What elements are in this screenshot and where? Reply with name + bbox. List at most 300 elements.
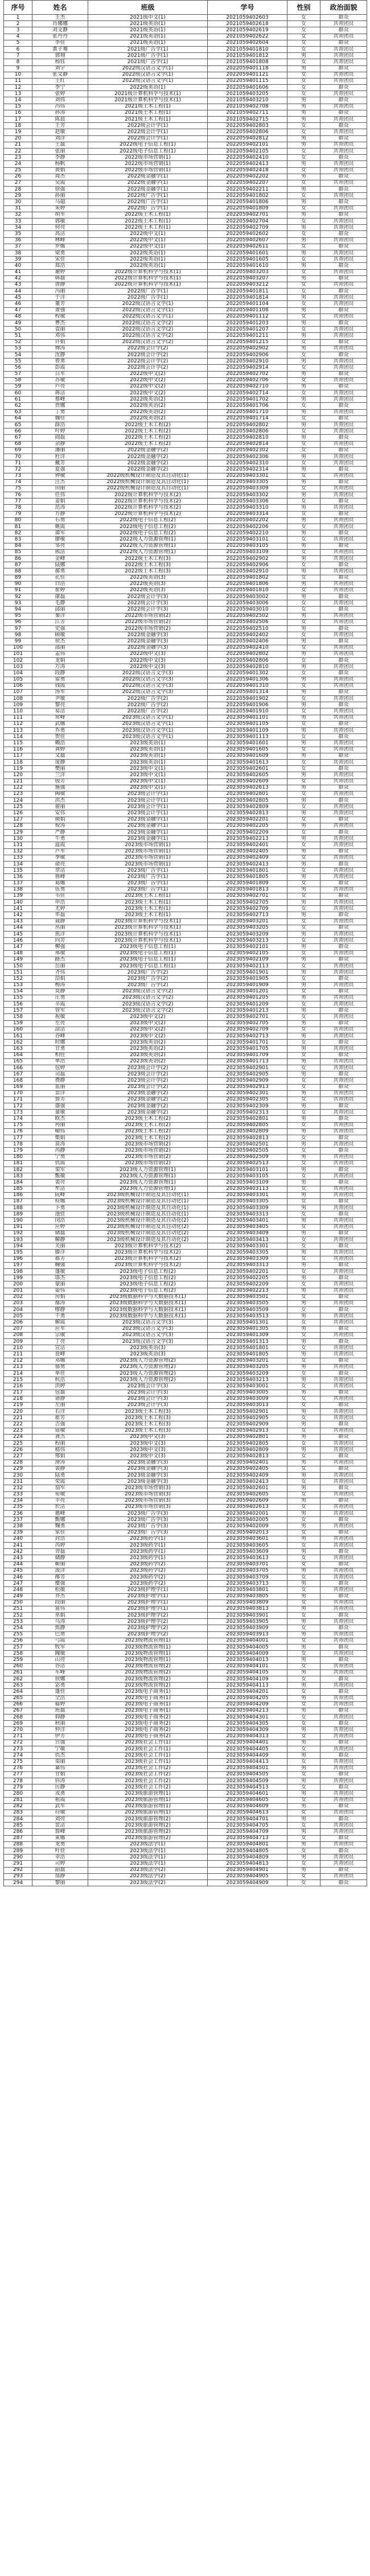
cell-gender: 男 — [287, 1103, 320, 1110]
cell-index: 252 — [4, 1613, 32, 1619]
table-row — [4, 263, 367, 269]
cell-student-id: 2022059402806 — [208, 129, 287, 135]
cell-name: 班磊 — [32, 1708, 88, 1714]
cell-political-status: 共青团员 — [320, 1128, 367, 1135]
table-row — [4, 1791, 367, 1797]
cell-student-id: 2022059403301 — [208, 473, 287, 479]
cell-name: 刘文静 — [32, 27, 88, 34]
cell-political-status: 共青团员 — [320, 1332, 367, 1338]
cell-index: 155 — [4, 995, 32, 1001]
cell-gender: 女 — [287, 607, 320, 613]
table-row — [4, 938, 367, 944]
table-row — [4, 187, 367, 193]
cell-name: 贲峰 — [32, 1351, 88, 1358]
cell-class: 2023级市场营销(1) — [88, 842, 208, 848]
cell-student-id: 2023059402805 — [208, 1122, 287, 1128]
cell-political-status: 共青团员 — [320, 21, 367, 27]
cell-student-id: 2023059404801 — [208, 1841, 287, 1848]
cell-gender: 女 — [287, 1173, 320, 1180]
cell-political-status: 群众 — [320, 447, 367, 454]
table-row — [4, 600, 367, 607]
table-row — [4, 1428, 367, 1434]
cell-index: 61 — [4, 397, 32, 403]
cell-political-status: 共青团员 — [320, 1154, 367, 1160]
cell-class: 2022级会计学(1) — [88, 123, 208, 129]
table-row — [4, 397, 367, 403]
table-row — [4, 27, 367, 34]
cell-class: 2022级中文(1) — [88, 237, 208, 244]
cell-student-id: 2022059403203 — [208, 269, 287, 275]
cell-class: 2022级土木工程(1) — [88, 212, 208, 218]
cell-student-id: 2023059403705 — [208, 1568, 287, 1574]
cell-index: 238 — [4, 1523, 32, 1530]
table-row — [4, 607, 367, 613]
header-index: 序号 — [4, 1, 32, 15]
cell-student-id: 2023059402209 — [208, 830, 287, 836]
cell-index: 152 — [4, 976, 32, 982]
cell-index: 77 — [4, 498, 32, 505]
cell-index: 72 — [4, 467, 32, 473]
cell-student-id: 2021059403210 — [208, 97, 287, 104]
cell-name: 汲洋 — [32, 1568, 88, 1574]
cell-student-id: 2022059403101 — [208, 537, 287, 543]
cell-index: 163 — [4, 1046, 32, 1052]
cell-student-id: 2022059401802 — [208, 575, 287, 581]
cell-political-status: 群众 — [320, 1167, 367, 1173]
cell-class: 2023级药学(1) — [88, 1543, 208, 1549]
cell-gender: 男 — [287, 626, 320, 632]
cell-index: 241 — [4, 1543, 32, 1549]
cell-political-status: 群众 — [320, 575, 367, 581]
cell-name: 左亮 — [32, 1020, 88, 1027]
cell-gender: 女 — [287, 91, 320, 97]
cell-gender: 女 — [287, 1530, 320, 1536]
table-row — [4, 1090, 367, 1097]
table-row — [4, 810, 367, 817]
cell-gender: 男 — [287, 1683, 320, 1689]
table-row — [4, 1771, 367, 1778]
cell-political-status: 群众 — [320, 1880, 367, 1886]
cell-political-status: 群众 — [320, 1803, 367, 1810]
cell-index: 286 — [4, 1829, 32, 1835]
cell-name: 谭军 — [32, 530, 88, 537]
table-row — [4, 1714, 367, 1721]
cell-class: 2023级英语(1) — [88, 740, 208, 747]
cell-name: 嵇伟 — [32, 1447, 88, 1453]
table-row — [4, 244, 367, 250]
cell-student-id: 2022059401810 — [208, 587, 287, 593]
cell-student-id: 2022059401714 — [208, 415, 287, 422]
cell-student-id: 2022059401610 — [208, 263, 287, 269]
cell-student-id: 2023059401101 — [208, 715, 287, 721]
cell-political-status: 共青团员 — [320, 1873, 367, 1880]
cell-student-id: 2022059401806 — [208, 199, 287, 205]
cell-student-id: 2023059403409 — [208, 1230, 287, 1237]
cell-political-status: 群众 — [320, 1753, 367, 1759]
cell-index: 104 — [4, 670, 32, 677]
cell-student-id: 2023059402813 — [208, 810, 287, 817]
cell-student-id: 2023059402401 — [208, 1460, 287, 1466]
cell-class: 2023级物流管理(2) — [88, 1670, 208, 1676]
cell-class: 2023级法学(1) — [88, 1841, 208, 1848]
cell-gender: 女 — [287, 524, 320, 530]
cell-class: 2022级人力资源管理(1) — [88, 543, 208, 549]
cell-index: 202 — [4, 1294, 32, 1300]
cell-class: 2023级电子信息工程(1) — [88, 957, 208, 963]
cell-name: 应婷 — [32, 1224, 88, 1230]
table-row — [4, 1008, 367, 1014]
cell-gender: 男 — [287, 798, 320, 804]
cell-political-status: 群众 — [320, 1402, 367, 1408]
cell-index: 261 — [4, 1670, 32, 1676]
cell-political-status: 共青团员 — [320, 1351, 367, 1358]
cell-gender: 女 — [287, 1625, 320, 1631]
cell-index: 28 — [4, 187, 32, 193]
cell-name: 姚霞 — [32, 524, 88, 530]
cell-student-id: 2023059402405 — [208, 1466, 287, 1472]
table-row — [4, 1701, 367, 1708]
table-row — [4, 1511, 367, 1517]
cell-class: 2023级旅游管理(1) — [88, 1791, 208, 1797]
cell-class: 2022级市场营销(1) — [88, 155, 208, 161]
table-row — [4, 670, 367, 677]
cell-name: 景洋 — [32, 1090, 88, 1097]
cell-index: 83 — [4, 537, 32, 543]
cell-gender: 男 — [287, 1421, 320, 1428]
cell-gender: 男 — [287, 1670, 320, 1676]
cell-index: 185 — [4, 1186, 32, 1192]
cell-class: 2022级机械设计制造及其自动化(1) — [88, 473, 208, 479]
cell-gender: 女 — [287, 193, 320, 199]
cell-gender: 女 — [287, 950, 320, 957]
table-row — [4, 237, 367, 244]
cell-student-id: 2023059402013 — [208, 1530, 287, 1536]
cell-name: 山亮 — [32, 1657, 88, 1663]
cell-name: 陆娜 — [32, 562, 88, 568]
cell-political-status: 共青团员 — [320, 918, 367, 925]
cell-class: 2023级电子商务(2) — [88, 1727, 208, 1733]
cell-name: 石勇 — [32, 517, 88, 524]
cell-gender: 男 — [287, 664, 320, 670]
table-row — [4, 1001, 367, 1008]
cell-name: 孟伟 — [32, 651, 88, 657]
cell-name: 郑浩 — [32, 263, 88, 269]
cell-student-id: 2023059403809 — [208, 1600, 287, 1606]
cell-class: 2023级土木工程(1) — [88, 900, 208, 906]
cell-political-status: 群众 — [320, 1835, 367, 1841]
table-row — [4, 21, 367, 27]
cell-political-status: 群众 — [320, 753, 367, 759]
table-row — [4, 314, 367, 320]
cell-student-id: 2021059402708 — [208, 104, 287, 110]
cell-name: 丁亮 — [32, 1339, 88, 1345]
cell-name: 温霞 — [32, 842, 88, 848]
cell-index: 22 — [4, 148, 32, 154]
cell-class: 2022级计算机科学与技术(2) — [88, 498, 208, 505]
table-row — [4, 1211, 367, 1218]
cell-index: 82 — [4, 530, 32, 537]
cell-index: 105 — [4, 677, 32, 683]
cell-gender: 女 — [287, 868, 320, 874]
cell-class: 2022级土木工程(2) — [88, 428, 208, 435]
cell-index: 251 — [4, 1606, 32, 1612]
table-row — [4, 804, 367, 810]
cell-index: 11 — [4, 78, 32, 84]
table-row — [4, 1861, 367, 1867]
cell-student-id: 2023059402501 — [208, 1141, 287, 1148]
cell-name: 毛静 — [32, 600, 88, 607]
table-row — [4, 1498, 367, 1504]
cell-gender: 男 — [287, 1549, 320, 1555]
table-row — [4, 1543, 367, 1549]
cell-name: 朱婷 — [32, 205, 88, 212]
cell-student-id: 2022059401802 — [208, 193, 287, 199]
cell-class: 2023级药学(2) — [88, 1561, 208, 1568]
table-row — [4, 358, 367, 365]
cell-political-status: 共青团员 — [320, 1810, 367, 1816]
cell-index: 47 — [4, 307, 32, 314]
cell-gender: 男 — [287, 1167, 320, 1173]
cell-student-id: 2022059402105 — [208, 148, 287, 154]
cell-class: 2023级市场营销(2) — [88, 1160, 208, 1167]
cell-political-status: 群众 — [320, 1339, 367, 1345]
cell-political-status: 共青团员 — [320, 473, 367, 479]
cell-class: 2022级汉语言文学(3) — [88, 677, 208, 683]
cell-name: 贾娜 — [32, 403, 88, 409]
cell-index: 19 — [4, 129, 32, 135]
cell-political-status: 共青团员 — [320, 1141, 367, 1148]
cell-student-id: 2023059404013 — [208, 1657, 287, 1663]
cell-index: 62 — [4, 403, 32, 409]
cell-class: 2023级计算机科学与技术(1) — [88, 932, 208, 938]
cell-class: 2023级电子商务(2) — [88, 1733, 208, 1740]
cell-class: 2023级数据科学与大数据技术(1) — [88, 1300, 208, 1306]
cell-political-status: 群众 — [320, 1593, 367, 1600]
cell-student-id: 2023059402805 — [208, 798, 287, 804]
cell-name: 阎磊 — [32, 435, 88, 441]
cell-name: 汪杰 — [32, 479, 88, 485]
cell-name: 庞静 — [32, 759, 88, 765]
cell-index: 186 — [4, 1192, 32, 1198]
cell-political-status: 群众 — [320, 1676, 367, 1682]
cell-index: 290 — [4, 1854, 32, 1861]
cell-gender: 女 — [287, 1256, 320, 1262]
cell-student-id: 2022059402402 — [208, 632, 287, 638]
cell-name: 都芳 — [32, 1256, 88, 1262]
cell-index: 3 — [4, 27, 32, 34]
cell-index: 245 — [4, 1568, 32, 1574]
cell-class: 2022级市场营销(1) — [88, 161, 208, 167]
cell-gender: 女 — [287, 180, 320, 186]
cell-student-id: 2022059401605 — [208, 257, 287, 263]
cell-name: 靳丽 — [32, 1561, 88, 1568]
cell-political-status: 共青团员 — [320, 1861, 367, 1867]
cell-class: 2023级社会工作(1) — [88, 1759, 208, 1765]
cell-political-status: 群众 — [320, 1816, 367, 1823]
cell-political-status: 群众 — [320, 65, 367, 72]
cell-gender: 女 — [287, 1078, 320, 1084]
cell-political-status: 群众 — [320, 657, 367, 663]
cell-index: 207 — [4, 1326, 32, 1332]
cell-student-id: 2023059401805 — [208, 874, 287, 880]
cell-index: 1 — [4, 15, 32, 21]
cell-index: 219 — [4, 1402, 32, 1408]
cell-student-id: 2023059403413 — [208, 1237, 287, 1243]
cell-class: 2023级人力资源管理(1) — [88, 1167, 208, 1173]
cell-gender: 女 — [287, 72, 320, 78]
table-row — [4, 193, 367, 199]
table-row — [4, 1753, 367, 1759]
cell-political-status: 共青团员 — [320, 1670, 367, 1676]
table-row — [4, 613, 367, 619]
cell-index: 156 — [4, 1001, 32, 1008]
cell-class: 2023级法学(1) — [88, 1848, 208, 1854]
cell-index: 16 — [4, 110, 32, 116]
cell-name: 卢亮 — [32, 384, 88, 390]
cell-name: 裴亮 — [32, 1180, 88, 1186]
cell-index: 253 — [4, 1619, 32, 1625]
cell-student-id: 2023059402713 — [208, 1033, 287, 1040]
cell-index: 96 — [4, 619, 32, 625]
cell-class: 2023级中文(2) — [88, 1033, 208, 1040]
cell-name: 王芳 — [32, 123, 88, 129]
cell-political-status: 群众 — [320, 155, 367, 161]
cell-political-status: 共青团员 — [320, 1797, 367, 1803]
cell-class: 2023级金融学(1) — [88, 823, 208, 829]
cell-student-id: 2023059403309 — [208, 1256, 287, 1262]
cell-name: 伍勇 — [32, 887, 88, 893]
cell-class: 2022级英语(3) — [88, 587, 208, 593]
cell-political-status: 共青团员 — [320, 142, 367, 148]
cell-class: 2022级中文(2) — [88, 384, 208, 390]
cell-index: 228 — [4, 1460, 32, 1466]
cell-name: 袁丽 — [32, 327, 88, 333]
cell-index: 78 — [4, 505, 32, 511]
cell-gender: 女 — [287, 1810, 320, 1816]
cell-name: 兰洋 — [32, 772, 88, 778]
cell-name: 甄敏 — [32, 1173, 88, 1180]
cell-name: 羊亮 — [32, 1498, 88, 1504]
cell-index: 60 — [4, 390, 32, 397]
cell-political-status: 共青团员 — [320, 1383, 367, 1390]
cell-index: 117 — [4, 753, 32, 759]
table-row — [4, 855, 367, 861]
table-row — [4, 932, 367, 938]
table-row — [4, 1052, 367, 1058]
cell-student-id: 2022059401814 — [208, 295, 287, 301]
cell-name: 陶敏 — [32, 791, 88, 797]
cell-gender: 男 — [287, 1829, 320, 1835]
cell-class: 2023级药学(1) — [88, 1536, 208, 1542]
cell-name: 马超 — [32, 199, 88, 205]
cell-class: 2023级英语(1) — [88, 747, 208, 753]
cell-index: 42 — [4, 275, 32, 282]
cell-political-status: 群众 — [320, 912, 367, 918]
table-row — [4, 836, 367, 842]
cell-gender: 女 — [287, 1065, 320, 1071]
cell-index: 107 — [4, 689, 32, 695]
cell-student-id: 2022059402306 — [208, 454, 287, 460]
cell-student-id: 2022059401203 — [208, 320, 287, 327]
cell-student-id: 2022059403212 — [208, 282, 287, 288]
cell-index: 137 — [4, 880, 32, 887]
cell-political-status: 共青团员 — [320, 1014, 367, 1020]
cell-index: 59 — [4, 384, 32, 390]
cell-gender: 男 — [287, 1192, 320, 1198]
cell-gender: 男 — [287, 874, 320, 880]
cell-student-id: 2023059402201 — [208, 817, 287, 823]
cell-student-id: 2022059403314 — [208, 511, 287, 517]
cell-name: 李佳 — [32, 40, 88, 46]
cell-political-status: 共青团员 — [320, 1523, 367, 1530]
cell-name: 滕洋 — [32, 1250, 88, 1256]
cell-student-id: 2023059401205 — [208, 995, 287, 1001]
cell-student-id: 2023059401309 — [208, 1332, 287, 1338]
cell-name: 崔芳 — [32, 1415, 88, 1421]
cell-index: 267 — [4, 1708, 32, 1714]
cell-political-status: 共青团员 — [320, 1536, 367, 1542]
cell-political-status: 群众 — [320, 263, 367, 269]
cell-political-status: 共青团员 — [320, 1823, 367, 1829]
cell-student-id: 2022059401806 — [208, 581, 287, 587]
cell-political-status: 群众 — [320, 1561, 367, 1568]
cell-political-status: 共青团员 — [320, 708, 367, 715]
table-row — [4, 225, 367, 231]
cell-gender: 女 — [287, 1332, 320, 1338]
cell-political-status: 群众 — [320, 384, 367, 390]
cell-name: 许娟 — [32, 339, 88, 345]
cell-name: 翁军 — [32, 1485, 88, 1491]
cell-name: 蓝丽 — [32, 1084, 88, 1090]
cell-index: 131 — [4, 842, 32, 848]
cell-class: 2021级土木工程(1) — [88, 104, 208, 110]
cell-name: 郭敏 — [32, 219, 88, 225]
table-row — [4, 677, 367, 683]
cell-index: 199 — [4, 1275, 32, 1281]
cell-student-id: 2023059402301 — [208, 1090, 287, 1097]
cell-student-id: 2022059402914 — [208, 365, 287, 371]
cell-index: 187 — [4, 1198, 32, 1205]
cell-political-status: 群众 — [320, 1581, 367, 1587]
cell-gender: 女 — [287, 46, 320, 52]
cell-political-status: 群众 — [320, 670, 367, 677]
cell-index: 140 — [4, 900, 32, 906]
table-row — [4, 1651, 367, 1657]
cell-class: 2022级人力资源管理(1) — [88, 537, 208, 543]
cell-class: 2022级土木工程(2) — [88, 422, 208, 428]
table-row — [4, 142, 367, 148]
cell-political-status: 群众 — [320, 307, 367, 314]
cell-student-id: 2022059402806 — [208, 657, 287, 663]
cell-gender: 女 — [287, 1555, 320, 1561]
cell-political-status: 共青团员 — [320, 1300, 367, 1306]
cell-name: 戎勇 — [32, 1791, 88, 1797]
cell-name: 丛丽 — [32, 925, 88, 931]
cell-class: 2023级广告学(2) — [88, 970, 208, 976]
cell-gender: 男 — [287, 358, 320, 365]
table-row — [4, 1065, 367, 1071]
cell-gender: 女 — [287, 976, 320, 982]
cell-index: 272 — [4, 1740, 32, 1746]
cell-name: 武娜 — [32, 721, 88, 727]
table-row — [4, 1765, 367, 1771]
cell-class: 2023级人力资源管理(2) — [88, 1358, 208, 1364]
cell-name: 吴霞 — [32, 180, 88, 186]
cell-index: 125 — [4, 804, 32, 810]
cell-name: 沿娟 — [32, 976, 88, 982]
cell-name: 颜娟 — [32, 817, 88, 823]
cell-student-id: 2023059401613 — [208, 759, 287, 765]
